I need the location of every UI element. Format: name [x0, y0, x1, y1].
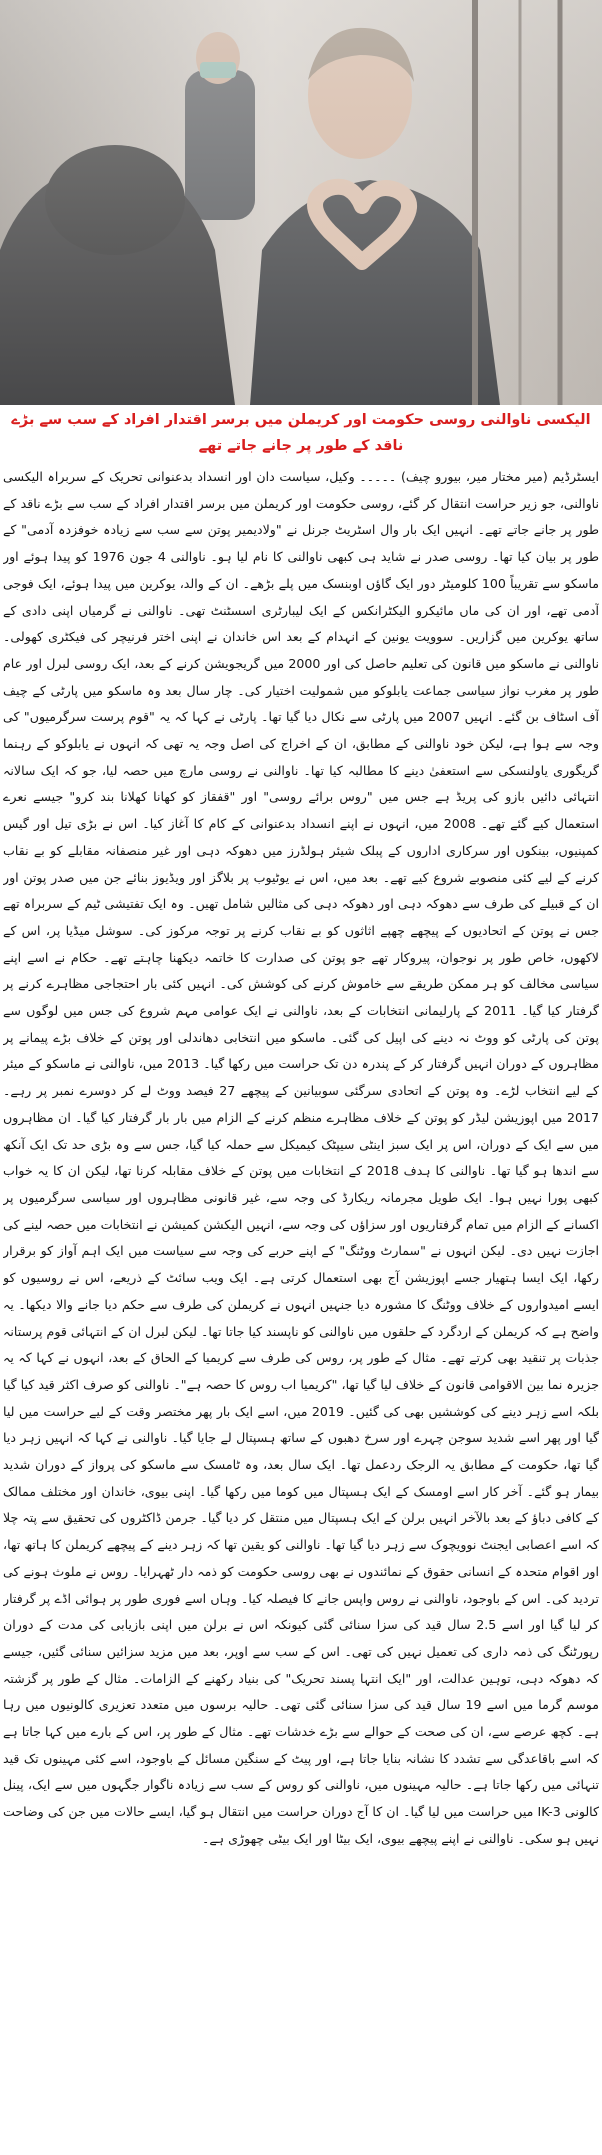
article-paragraph: ایسٹرڈیم (میر مختار میر، بیورو چیف) ۔۔۔۔۔ وکیل، سیاست دان اور انسداد بدعنوانی تحریک کے سربراہ الیکسی ناوالنی، جو زیر حراست انتقال کر گئے، روسی حکومت اور کریملن میں برسر اقتدار افراد کے سب سے بڑے ناقد کے طور پر جانے جاتے تھے۔ انہیں ایک بار وال اسٹریٹ جرنل نے "ولادیمیر پوتن سے سب سے زیادہ خوفزدہ آدمی" کے طور پر بیان کیا تھا۔ روسی صدر نے شاید ہی کبھی ناوالنی کا نام لیا ہو۔ ناوالنی 4 جون 1976 کو پیدا ہوئے اور ماسکو سے تقریباً 100 کلومیٹر دور ایک گاؤں اوبنسک میں پلے بڑھے۔ ان کے والد، یوکرین میں پیدا ہوئے، ایک فوجی آدمی تھے، اور ان کی ماں مائیکرو الیکٹرانکس کے ایک لیبارٹری اسسٹنٹ تھی۔ ناوالنی نے گرمیاں اپنی دادی کے ساتھ یوکرین میں گزاریں۔ سوویت یونین کے انہدام کے بعد اس خاندان نے اپنی اختر فرنیچر کی فیکٹری کھولی۔ ناوالنی نے ماسکو میں قانون کی تعلیم حاصل کی اور 2000 میں گریجویشن کرنے کے بعد، ایک روسی لبرل اور عام طور پر مغرب نواز سیاسی جماعت یابلوکو میں شمولیت اختیار کی۔ چار سال بعد وہ ماسکو میں پارٹی کے چیف آف اسٹاف بن گئے۔ انہیں 2007 میں پارٹی سے نکال دیا گیا تھا۔ پارٹی نے کہا کہ یہ "قوم پرست سرگرمیوں" کی وجہ سے ہوا ہے، لیکن خود ناوالنی کے مطابق، ان کے اخراج کی اصل وجہ یہ تھی کہ انہوں نے یابلوکو کے رہنما گریگوری یاولنسکی سے استعفیٰ دینے کا مطالبہ کیا تھا۔ ناوالنی نے روسی مارچ میں حصہ لیا، جو کہ ایک سالانہ انتہائی دائیں بازو کی پریڈ ہے جس میں "روس برائے روسی" اور "قفقاز کو کھانا کھلانا بند کرو" جیسے نعرے استعمال کیے گئے تھے۔ 2008 میں، انہوں نے اپنے انسداد بدعنوانی کے کام کا آغاز کیا۔ اس نے بڑی تیل اور گیس کمپنیوں، بینکوں اور سرکاری اداروں کے پبلک شیئر ہولڈرز میں دھوکہ دہی اور غیر منصفانہ مقابلے کو بے نقاب کرنے کے لیے کئی منصوبے شروع کیے تھے۔ بعد میں، اس نے یوٹیوب پر بلاگز اور ویڈیوز بنائے جن میں صدر پوتن اور ان کے قبیلے کی طرف سے دھوکہ دہی اور دھوکہ دہی کی مثالیں شامل تھیں۔ وہ ایک تفتیشی ٹیم کے سربراہ تھے جس نے پوتن کے اتحادیوں کے پیچھے چھپے اثاثوں کو بے نقاب کرنے پر توجہ مرکوز کی۔ سوشل میڈیا پر، اس کے لاکھوں، خاص طور پر نوجوان، پیروکار تھے جو پوتن کی صدارت کا خاتمہ دیکھنا چاہتے تھے۔ حکام نے اسے اپنے سیاسی مخالف کو ہر ممکن طریقے سے خاموش کرنے کی کوشش کی۔ انہیں کئی بار احتجاجی مظاہرے کرنے پر گرفتار کیا گیا۔ 2011 کے پارلیمانی انتخابات کے بعد، ناوالنی نے ایک عوامی مہم شروع کی جس میں لوگوں سے پوتن کی پارٹی کو ووٹ نہ دینے کی اپیل کی گئی۔ ماسکو میں انتخابی دھاندلی اور پوتن کے خلاف بڑے پیمانے پر مظاہروں کے دوران انہیں گرفتار کر کے پندرہ دن تک حراست میں رکھا گیا۔ 2013 میں، ناوالنی نے ماسکو کے میئر کے لیے انتخاب لڑے۔ وہ پوتن کے اتحادی سرگئی سوبیانین کے پیچھے 27 فیصد ووٹ لے کر دوسرے نمبر پر رہے۔ 2017 میں اپوزیشن لیڈر کو پوتن کے خلاف مظاہرے منظم کرنے کے الزام میں بار بار گرفتار کیا گیا۔ ان مظاہروں میں سے ایک کے دوران، اس پر ایک سبز اینٹی سیپٹک کیمیکل سے حملہ کیا گیا، جس سے وہ بڑی حد تک ایک آنکھ سے اندھا ہو گیا تھا۔ ناوالنی کا ہدف 2018 کے انتخابات میں پوتن کے خلاف مقابلہ کرنا تھا، لیکن ان کا یہ خواب کبھی پورا نہیں ہوا۔ ایک طویل مجرمانہ ریکارڈ کی وجہ سے، غیر قانونی مظاہروں اور سیاسی سرگرمیوں پر اکسانے کے الزام میں تمام گرفتاریوں اور سزاؤں کی وجہ سے، انہیں الیکشن کمیشن نے انتخابات میں حصہ لینے کی اجازت نہیں دی۔ لیکن انہوں نے "سمارٹ ووٹنگ" کے اپنے حربے کی وجہ سے سیاست میں ایک اہم آواز کو برقرار رکھا، ایک ایسا ہتھیار جسے اپوزیشن آج بھی استعمال کرتی ہے۔ ایک ویب سائٹ کے ذریعے، اس نے روسیوں کو ایسے امیدواروں کے خلاف ووٹنگ کا مشورہ دیا جنہیں انہوں نے کریملن کی طرف سے حکم دیا جانے والا دیکھا۔ یہ واضح ہے کہ کریملن کے اردگرد کے حلقوں میں ناوالنی کو ناپسند کیا جاتا تھا۔ لیکن لبرل ان کے انتہائی قوم پرستانہ جذبات پر تنقید بھی کرتے تھے۔ مثال کے طور پر، روس کی طرف سے کریمیا کے الحاق کے بعد، انہوں نے کہا کہ یہ جزیرہ نما بین الاقوامی قانون کے خلاف لیا گیا تھا، "کریمیا اب روس کا حصہ ہے"۔ ناوالنی کو صرف اکثر قید کیا گیا بلکہ اسے زہر دینے کی کوششیں بھی کی گئیں۔ 2019 میں، اسے ایک بار پھر مختصر وقت کے لیے حراست میں لیا گیا اور پھر اسے شدید سوجن چہرے اور سرخ دھبوں کے ساتھ ہسپتال لے جایا گیا۔ ناوالنی نے کہا کہ انہیں زہر دیا گیا تھا، حکومت کے مطابق یہ الرجک ردعمل تھا۔ ایک سال بعد، وہ ٹامسک سے ماسکو کی پرواز کے دوران شدید بیمار ہو گئے۔ آخر کار اسے اومسک کے ایک ہسپتال میں کوما میں رکھا گیا۔ اپنی بیوی، خاندان اور مختلف ممالک کے کافی دباؤ کے بعد بالآخر انہیں برلن کے ایک ہسپتال میں منتقل کر دیا گیا۔ جرمن ڈاکٹروں کی تحقیق سے پتہ چلا کہ اسے اعصابی ایجنٹ نوویچوک سے زہر دیا گیا تھا۔ ناوالنی کو یقین تھا کہ زہر دینے کے پیچھے کریملن کا ہاتھ تھا، اور اقوام متحدہ کے انسانی حقوق کے نمائندوں نے بھی روسی حکومت کو ذمہ دار ٹھہرایا۔ روس نے ملوث ہونے کی تردید کی۔ اس کے باوجود، ناوالنی نے روس واپس جانے کا فیصلہ کیا۔ وہاں اسے فوری طور پر ہوائی اڈے پر گرفتار کر لیا گیا اور اسے 2.5 سال قید کی سزا سنائی گئی کیونکہ اس نے برلن میں اپنی بازیابی کی مدت کے دوران رپورٹنگ کی ذمہ داری کی تعمیل نہیں کی تھی۔ اس کے سب سے اوپر، بعد میں مزید سزائیں سنائی گئیں، جیسے کہ دھوکہ دہی، توہین عدالت، اور "ایک انتہا پسند تحریک" کی بنیاد رکھنے کے الزامات۔ مثال کے طور پر گزشتہ موسم گرما میں اسے 19 سال قید کی سزا سنائی گئی تھی۔ حالیہ برسوں میں متعدد تعزیری کالونیوں میں رہا ہے۔ کچھ عرصے سے، ان کی صحت کے حوالے سے بڑے خدشات تھے۔ مثال کے طور پر، اس کے بارے میں کہا جاتا ہے کہ اسے باقاعدگی سے تشدد کا نشانہ بنایا جاتا ہے، اور پیٹ کے سنگین مسائل کے باوجود، اسے کئی مہینوں تک قید تنہائی میں رکھا جاتا ہے۔ حالیہ مہینوں میں، ناوالنی کو روس کے سب سے زیادہ ناگوار جگہوں میں سے ایک، پینل کالونی IK-3 میں حراست میں لیا گیا۔ ان کا آج دوران حراست میں انتقال ہو گیا، ایسے حالات میں جن کی وضاحت نہیں ہو سکی۔ ناوالنی نے اپنے پیچھے بیوی، ایک بیٹا اور ایک بیٹی چھوڑی ہے۔	[3, 469, 599, 1846]
photo-illustration	[0, 0, 602, 405]
article-headline: الیکسی ناوالنی روسی حکومت اور کریملن میں برسر اقتدار افراد کے سب سے بڑے ناقد کے طور پر جانے جاتے تھے	[11, 412, 591, 454]
article-body	[3, 464, 599, 2151]
article-photo	[0, 0, 602, 405]
